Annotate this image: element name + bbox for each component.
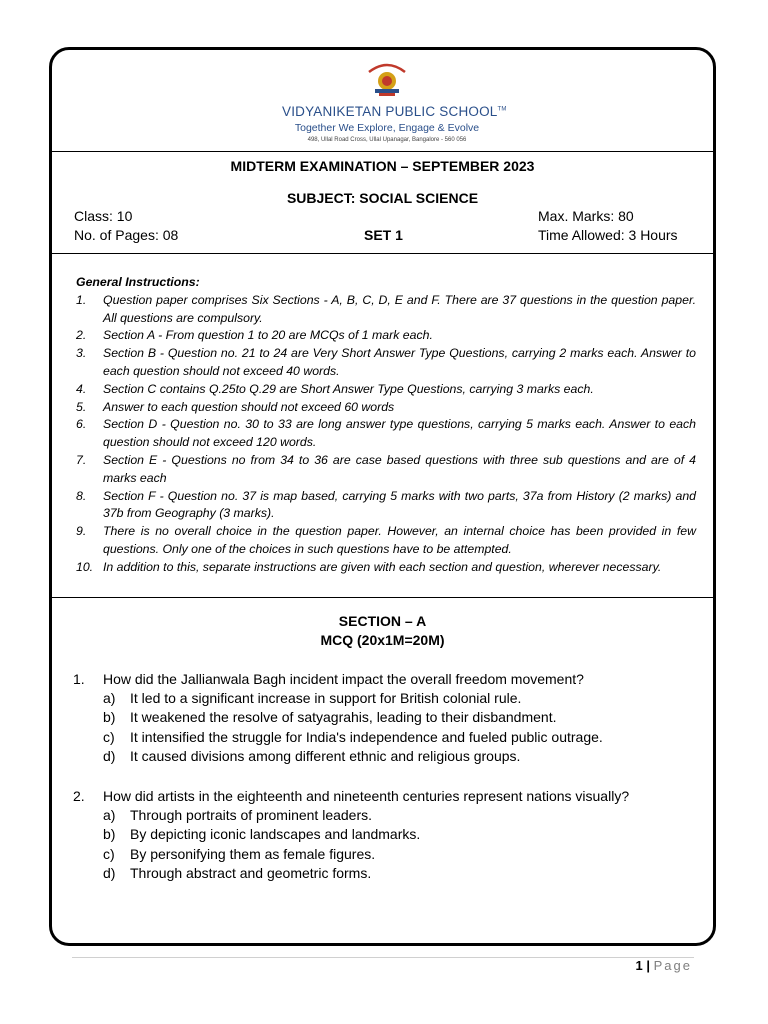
- instruction-number: 4.: [76, 381, 87, 396]
- option-text: It led to a significant increase in support for British colonial rule.: [130, 690, 522, 707]
- question-text: How did the Jallianwala Bagh incident impact the overall freedom movement?: [103, 671, 584, 687]
- section-title: SECTION – A: [338, 613, 427, 629]
- instruction-text: In addition to this, separate instructions are given with each section and question, wherever necessary.: [103, 559, 662, 574]
- option-letter: c): [103, 845, 115, 862]
- footer-divider: [72, 957, 694, 958]
- instruction-item: [76, 416, 696, 452]
- instruction-number: 1.: [76, 292, 87, 307]
- instruction-number: 7.: [76, 452, 87, 467]
- option-text: Through abstract and geometric forms.: [130, 864, 372, 881]
- instruction-item: [76, 345, 696, 381]
- answer-option: [73, 825, 703, 844]
- max-marks: Max. Marks: 80: [538, 208, 634, 224]
- page-word: Page: [653, 958, 692, 973]
- divider: [52, 151, 713, 152]
- instruction-text: Answer to each question should not exceed 60 words: [103, 399, 395, 414]
- answer-option: [73, 747, 703, 766]
- instruction-item: [76, 523, 696, 559]
- instruction-text: Section E - Questions no from 34 to 36 are case based questions with three sub questions and are of 4 marks each: [103, 452, 696, 485]
- set-label: SET 1: [364, 227, 403, 243]
- section-subtitle: MCQ (20x1M=20M): [320, 632, 445, 648]
- school-header: [282, 60, 507, 143]
- instruction-text: There is no overall choice in the question paper. However, an internal choice has been provided in few questions. Only one of the choices in such questions have to be attempted.: [103, 524, 696, 556]
- instruction-number: 10.: [76, 559, 94, 574]
- instruction-text: Section F - Question no. 37 is map based, carrying 5 marks with two parts, 37a from History (2 marks) and 37b from Geography (3 marks).: [103, 488, 696, 521]
- instruction-number: 3.: [76, 346, 87, 361]
- instruction-text: Section B - Question no. 21 to 24 are Very Short Answer Type Questions, carrying 2 marks each. Answer to each question should not exceed 40 words.: [103, 346, 696, 378]
- instruction-item: [76, 327, 696, 345]
- option-text: It intensified the struggle for India's independence and fueled public outrage.: [130, 728, 603, 745]
- option-letter: d): [103, 864, 116, 881]
- instructions-heading: General Instructions:: [76, 275, 200, 289]
- page-footer: [636, 958, 693, 973]
- answer-option: [73, 806, 703, 825]
- page-border: [49, 47, 716, 946]
- question-item: [73, 670, 703, 766]
- instruction-number: 6.: [76, 417, 87, 432]
- instruction-text: Section C contains Q.25to Q.29 are Short Answer Type Questions, carrying 3 marks each.: [103, 381, 594, 396]
- answer-option: [73, 708, 703, 727]
- page-separator: |: [646, 958, 650, 973]
- class-info: Class: 10: [74, 208, 133, 224]
- instruction-item: [76, 399, 696, 417]
- option-text: By depicting iconic landscapes and landmarks.: [130, 826, 421, 843]
- instruction-item: [76, 452, 696, 488]
- question-stem: [73, 670, 703, 689]
- instruction-item: [76, 559, 696, 577]
- instruction-number: 9.: [76, 524, 87, 539]
- divider: [52, 597, 713, 598]
- instruction-item: [76, 292, 696, 328]
- school-name: [282, 104, 507, 119]
- school-name-text: VIDYANIKETAN PUBLIC SCHOOL: [282, 104, 498, 119]
- instruction-text: Section A - From question 1 to 20 are MCQs of 1 mark each.: [103, 328, 433, 343]
- answer-option: [73, 864, 703, 883]
- option-text: It weakened the resolve of satyagrahis, leading to their disbandment.: [130, 709, 557, 726]
- school-address: 498, Ullal Road Cross, Ullal Upanagar, Bangalore - 560 056: [307, 137, 467, 143]
- pages-info: No. of Pages: 08: [74, 227, 179, 243]
- answer-option: [73, 728, 703, 747]
- trademark-mark: TM: [497, 106, 507, 113]
- time-allowed: Time Allowed: 3 Hours: [538, 227, 678, 243]
- general-instructions: [76, 274, 696, 577]
- exam-subject: SUBJECT: SOCIAL SCIENCE: [286, 190, 479, 206]
- instruction-number: 2.: [76, 328, 87, 343]
- option-text: Through portraits of prominent leaders.: [130, 807, 373, 824]
- divider: [52, 253, 713, 254]
- option-letter: b): [103, 709, 116, 726]
- exam-title: MIDTERM EXAMINATION – SEPTEMBER 2023: [230, 158, 535, 174]
- question-item: [73, 787, 703, 883]
- answer-option: [73, 689, 703, 708]
- instruction-item: [76, 381, 696, 399]
- question-stem: [73, 787, 703, 806]
- answer-option: [73, 845, 703, 864]
- option-letter: c): [103, 728, 115, 745]
- instruction-number: 5.: [76, 399, 87, 414]
- option-letter: a): [103, 807, 116, 824]
- instruction-item: [76, 488, 696, 524]
- option-letter: b): [103, 826, 116, 843]
- question-number: 1.: [73, 671, 85, 687]
- page-number: 1: [635, 958, 643, 973]
- instruction-number: 8.: [76, 488, 87, 503]
- option-text: By personifying them as female figures.: [130, 845, 376, 862]
- school-tagline: Together We Explore, Engage & Evolve: [294, 122, 480, 134]
- instruction-text: Question paper comprises Six Sections - A, B, C, D, E and F. There are 37 questions in the question paper. All questions are compulsory.: [103, 292, 696, 325]
- option-letter: d): [103, 747, 116, 764]
- question-number: 2.: [73, 788, 85, 804]
- option-text: It caused divisions among different ethnic and religious groups.: [130, 747, 521, 764]
- option-letter: a): [103, 690, 116, 707]
- instruction-text: Section D - Question no. 30 to 33 are long answer type questions, carrying 5 marks each. Answer to each question should not exceed 120 words.: [103, 417, 696, 450]
- school-emblem-icon: [361, 60, 413, 98]
- question-text: How did artists in the eighteenth and nineteenth centuries represent nations visually?: [103, 788, 630, 804]
